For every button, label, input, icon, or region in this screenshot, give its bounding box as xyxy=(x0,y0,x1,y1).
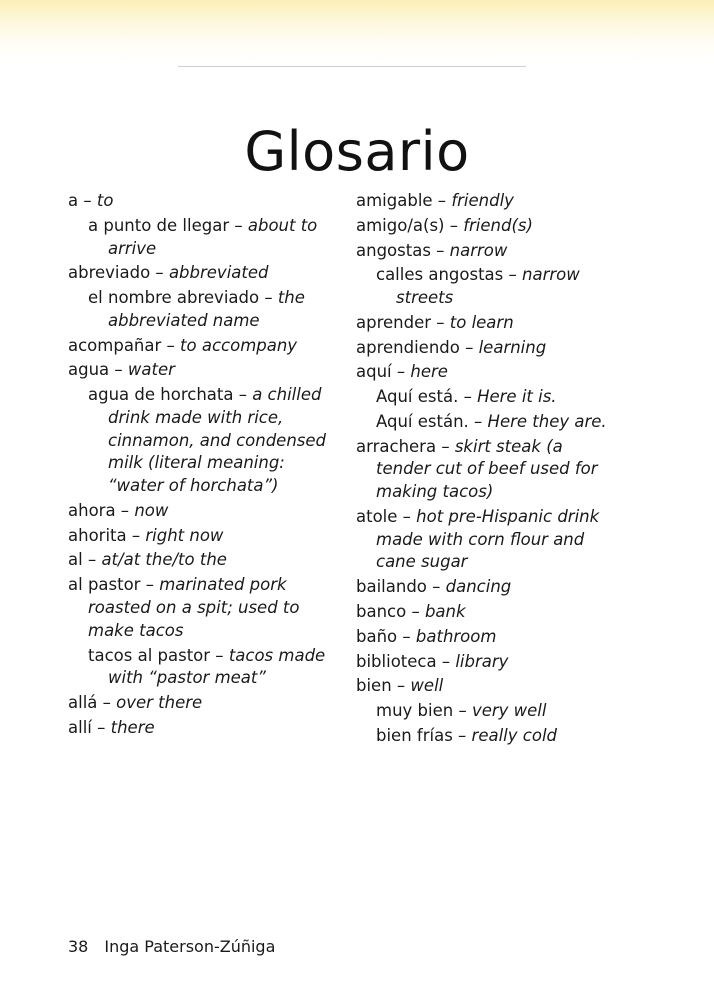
glossary-subentry xyxy=(356,725,618,748)
glossary-definition: learning xyxy=(478,337,547,357)
glossary-definition: now xyxy=(134,500,169,520)
glossary-definition: really cold xyxy=(471,725,557,745)
glossary-definition: Here it is. xyxy=(477,387,557,407)
glossary-term: bailando – xyxy=(356,577,446,597)
glossary-term: abreviado – xyxy=(68,263,169,283)
glossary-term: al pastor – xyxy=(68,575,160,595)
glossary-term: tacos al pastor – xyxy=(88,645,229,665)
glossary-term: atole – xyxy=(356,506,417,526)
glossary-entry xyxy=(68,525,330,548)
glossary-term: banco – xyxy=(356,602,425,622)
glossary-subentry xyxy=(68,645,330,691)
glossary-definition: friend(s) xyxy=(463,215,533,235)
glossary-term: baño – xyxy=(356,626,416,646)
glossary-term: calles angostas – xyxy=(376,265,522,285)
glossary-definition: abbreviated xyxy=(168,263,269,283)
glossary-term: angostas – xyxy=(356,240,450,260)
page-footer xyxy=(68,937,275,956)
glossary-entry xyxy=(68,500,330,523)
glossary-definition: a chilled drink made with rice, cinnamon, and condensed milk (literal meaning: “water of horchata”) xyxy=(108,385,327,496)
right-column xyxy=(356,190,618,750)
glossary-entry xyxy=(68,335,330,358)
glossary-entry xyxy=(356,626,618,649)
glossary-term: ahorita – xyxy=(68,525,146,545)
glossary-term: al – xyxy=(68,550,102,570)
glossary-definition: library xyxy=(455,651,509,671)
glossary-term: allá – xyxy=(68,693,117,713)
glossary-definition: to xyxy=(96,191,114,210)
glossary-term: ahora – xyxy=(68,500,135,520)
glossary-definition: friendly xyxy=(451,191,514,210)
glossary-entry xyxy=(68,692,330,715)
glossary-definition: there xyxy=(110,717,155,737)
glossary-columns xyxy=(68,190,652,750)
glossary-entry xyxy=(356,337,618,360)
glossary-definition: to accompany xyxy=(180,335,298,355)
glossary-entry xyxy=(356,240,618,263)
glossary-entry xyxy=(356,651,618,674)
glossary-definition: about to arrive xyxy=(108,215,318,258)
glossary-term: allí – xyxy=(68,717,111,737)
glossary-definition: water xyxy=(127,360,175,380)
glossary-subentry xyxy=(68,287,330,333)
glossary-definition: here xyxy=(410,362,448,382)
glossary-entry xyxy=(356,675,618,698)
glossary-definition: marinated pork roasted on a spit; used to make tacos xyxy=(88,575,300,640)
glossary-term: a punto de llegar – xyxy=(88,215,248,235)
glossary-term: amigo/a(s) – xyxy=(356,215,464,235)
glossary-entry xyxy=(356,215,618,238)
glossary-subentry xyxy=(68,384,330,498)
glossary-definition: the abbreviated name xyxy=(108,288,305,330)
header-divider xyxy=(178,66,526,67)
glossary-definition: Here they are. xyxy=(487,411,607,431)
glossary-term: Aquí están. – xyxy=(376,411,488,431)
page-number: 38 xyxy=(68,937,89,956)
glossary-definition: skirt steak (a tender cut of beef used for making tacos) xyxy=(376,436,598,502)
glossary-definition: bank xyxy=(424,602,466,622)
glossary-entry xyxy=(68,190,330,213)
glossary-definition: very well xyxy=(471,701,547,721)
glossary-subentry xyxy=(356,386,618,409)
glossary-entry xyxy=(356,361,618,384)
glossary-term: aprendiendo – xyxy=(356,337,479,357)
glossary-entry xyxy=(356,312,618,335)
glossary-subentry xyxy=(356,411,618,434)
left-column xyxy=(68,190,330,750)
glossary-term: aprender – xyxy=(356,312,450,332)
footer-author: Inga Paterson-Zúñiga xyxy=(104,937,276,956)
glossary-entry xyxy=(68,549,330,572)
glossary-entry xyxy=(356,436,618,504)
glossary-term: agua – xyxy=(68,360,128,380)
glossary-entry xyxy=(68,262,330,285)
glossary-entry xyxy=(68,574,330,642)
glossary-term: aquí – xyxy=(356,362,411,382)
glossary-definition: at/at the/to the xyxy=(101,550,227,570)
glossary-term: acompañar – xyxy=(68,335,181,355)
glossary-term: el nombre abreviado – xyxy=(88,288,278,308)
glossary-term: arrachera – xyxy=(356,436,455,456)
glossary-definition: tacos made with “pastor meat” xyxy=(108,645,326,688)
glossary-definition: narrow streets xyxy=(396,265,580,308)
glossary-term: Aquí está. – xyxy=(376,387,478,407)
glossary-definition: hot pre-Hispanic drink made with corn flour and cane sugar xyxy=(376,506,600,572)
glossary-term: bien – xyxy=(356,676,411,696)
glossary-term: bien frías – xyxy=(376,725,472,745)
glossary-entry xyxy=(356,190,618,213)
glossary-entry xyxy=(356,601,618,624)
glossary-term: a – xyxy=(68,191,97,210)
glossary-definition: well xyxy=(410,676,444,696)
glossary-term: biblioteca – xyxy=(356,651,456,671)
glossary-definition: dancing xyxy=(445,577,512,597)
glossary-definition: narrow xyxy=(449,240,508,260)
glossary-definition: right now xyxy=(145,525,224,545)
glossary-subentry xyxy=(356,264,618,310)
glossary-entry xyxy=(68,359,330,382)
glossary-definition: to learn xyxy=(449,312,514,332)
glossary-definition: bathroom xyxy=(415,626,497,646)
glossary-entry xyxy=(68,717,330,740)
glossary-subentry xyxy=(68,215,330,261)
glossary-term: muy bien – xyxy=(376,701,472,721)
glossary-definition: over there xyxy=(116,693,203,713)
glossary-subentry xyxy=(356,700,618,723)
glossary-entry xyxy=(356,506,618,574)
page-title: Glosario xyxy=(244,120,470,184)
glossary-entry xyxy=(356,576,618,599)
glossary-term: agua de horchata – xyxy=(88,385,253,405)
glossary-term: amigable – xyxy=(356,191,452,210)
